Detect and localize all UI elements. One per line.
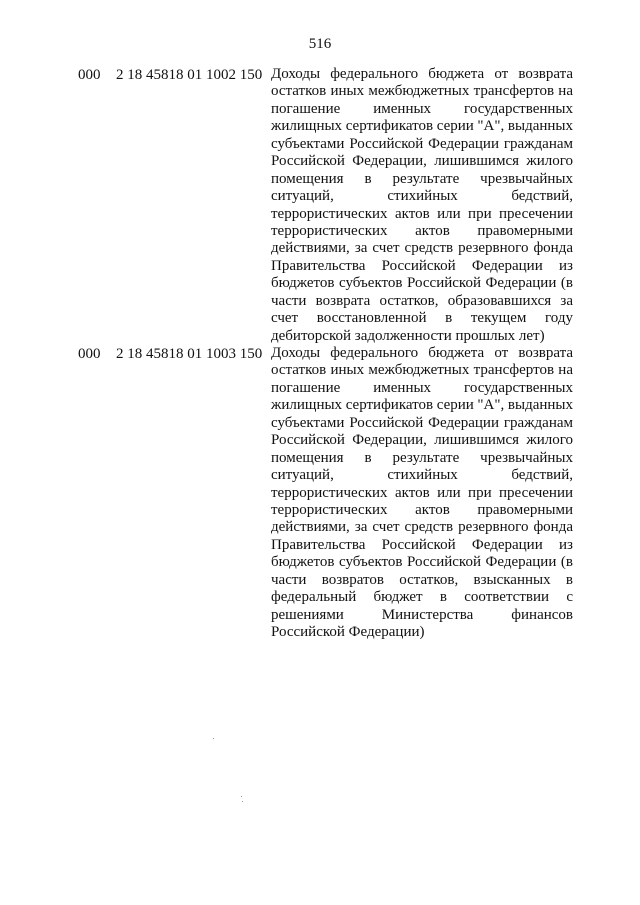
description-line: Российской Федерации) [271, 624, 425, 640]
description-line: жилищных сертификатов серии "А", выданных [271, 397, 573, 414]
description-line: бюджетов субъектов Российской Федерации (в [271, 275, 573, 292]
description-line: остатков иных межбюджетных трансфертов на [271, 83, 573, 100]
description-line: дебиторской задолженности прошлых лет) [271, 327, 545, 344]
description-line: Доходы федерального бюджета от возврата [271, 345, 573, 361]
budget-classification-code: 2 18 45818 01 1002 150 [116, 67, 263, 83]
description-line: бюджетов субъектов Российской Федерации (в [271, 554, 573, 571]
description-line: действиями, за счет средств резервного фонда [271, 240, 573, 257]
scan-speck [242, 801, 243, 802]
description-line: решениями Министерства финансов [271, 606, 573, 623]
description-line: субъектами Российской Федерации гражданам [271, 135, 573, 152]
description-line: погашение именных государственных [271, 100, 573, 117]
description-line: действиями, за счет средств резервного фонда [271, 519, 573, 536]
description-line: Правительства Российской Федерации из [271, 536, 573, 553]
description-line: помещения в результате чрезвычайных [271, 170, 573, 187]
description-line: Доходы федерального бюджета от возврата [271, 66, 573, 82]
description-line: террористических актов или при пресечении [271, 484, 573, 501]
description-line: части возврата остатков, образовавшихся за [271, 292, 573, 309]
description-line: помещения в результате чрезвычайных [271, 449, 573, 466]
description-line: Правительства Российской Федерации из [271, 257, 573, 274]
description-line: террористических актов или при пресечении [271, 205, 573, 222]
budget-classification-code: 2 18 45818 01 1003 150 [116, 346, 263, 362]
description-line: Российской Федерации, лишившимся жилого [271, 432, 573, 449]
scan-speck [213, 738, 214, 739]
administrator-code: 000 [78, 67, 101, 83]
description-line: Российской Федерации, лишившимся жилого [271, 153, 573, 170]
page-number: 516 [308, 36, 332, 52]
description-line: ситуаций, стихийных бедствий, [271, 188, 573, 205]
description-line: федеральный бюджет в соответствии с [271, 589, 573, 606]
description-line: субъектами Российской Федерации гражданам [271, 414, 573, 431]
description-line: жилищных сертификатов серии "А", выданных [271, 118, 573, 135]
administrator-code: 000 [78, 346, 101, 362]
description-line: остатков иных межбюджетных трансфертов на [271, 362, 573, 379]
scan-speck [241, 796, 242, 797]
description-line: части возвратов остатков, взысканных в [271, 571, 573, 588]
description-line: террористических актов правомерными [271, 501, 573, 518]
description-line: погашение именных государственных [271, 379, 573, 396]
description-line: счет восстановленной в текущем году [271, 310, 573, 327]
description-line: террористических актов правомерными [271, 222, 573, 239]
description-line: ситуаций, стихийных бедствий, [271, 467, 573, 484]
entry-description [271, 345, 573, 641]
entry-description [271, 66, 573, 345]
